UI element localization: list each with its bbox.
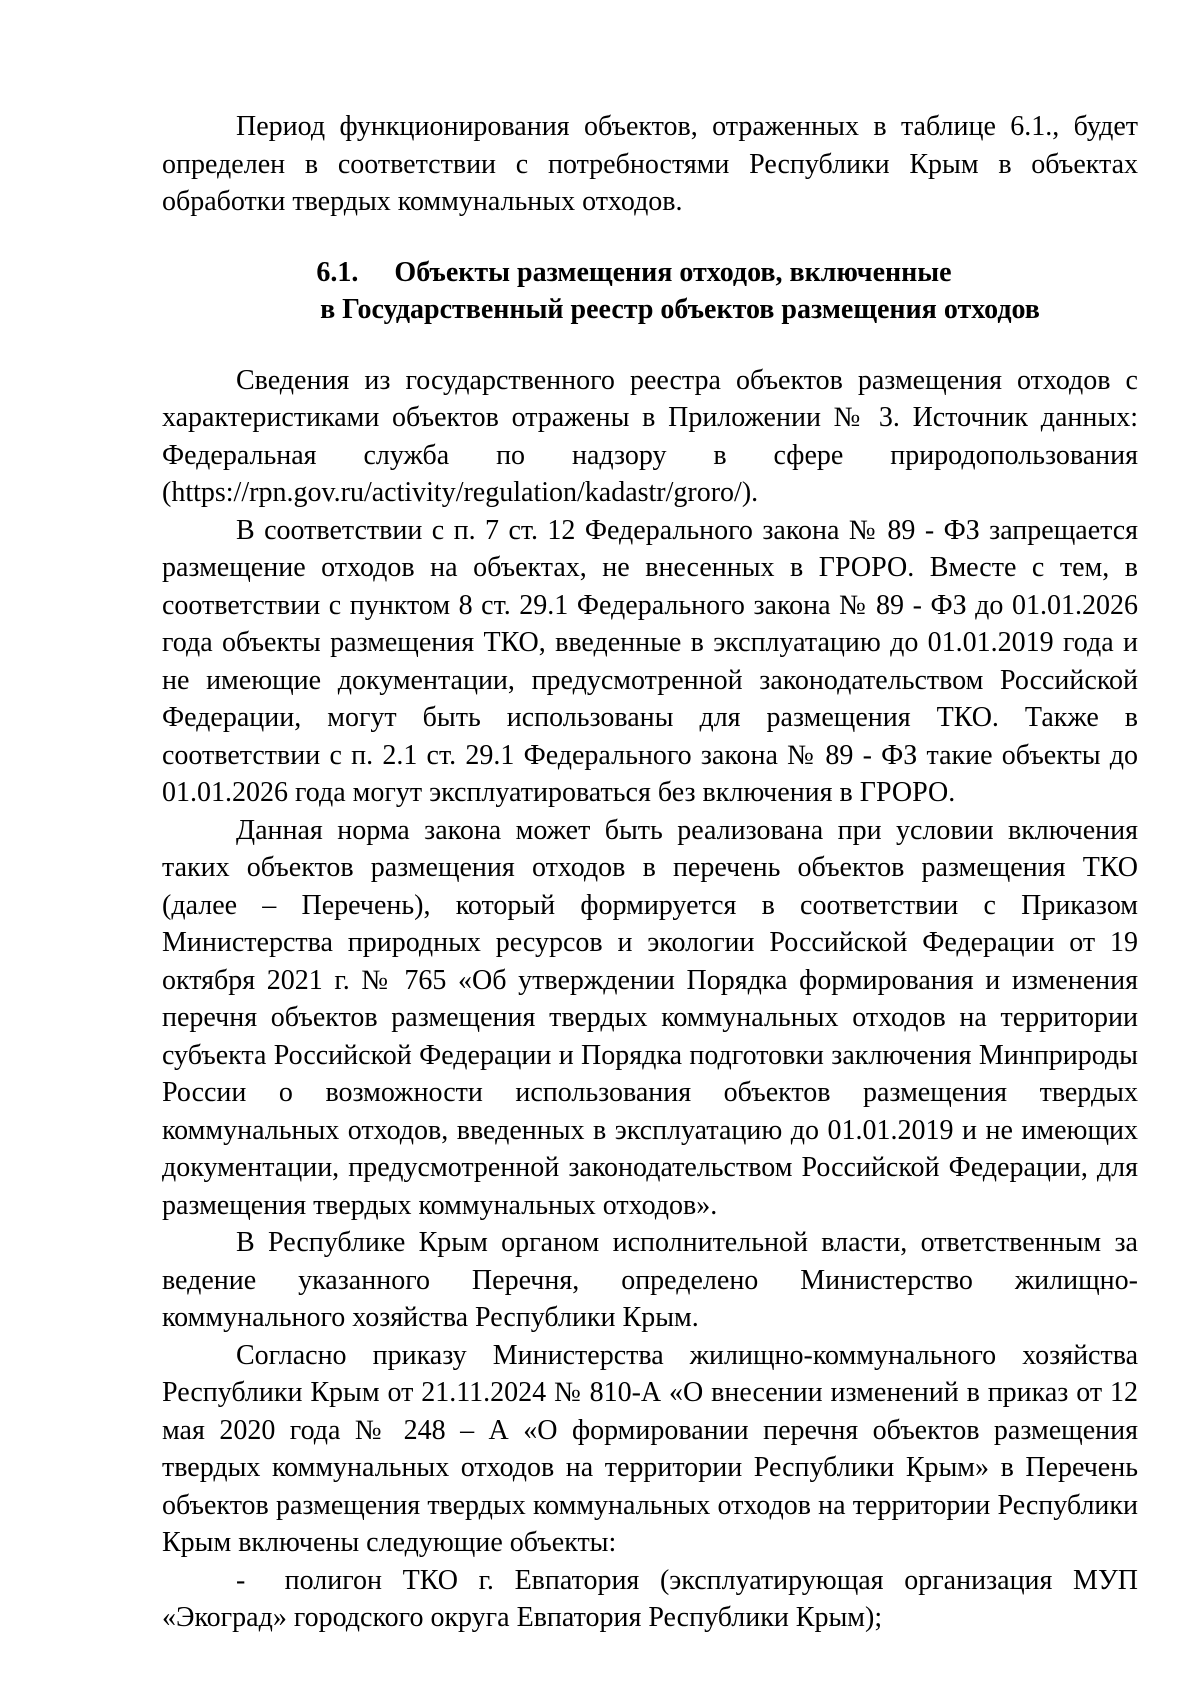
paragraph-ministry: В Республике Крым органом исполнительной власти, ответственным за ведение указанного Перечня, определено Министерство жилищно-коммунального хозяйства Республики Крым. <box>162 1227 1138 1333</box>
paragraph-order: Согласно приказу Министерства жилищно-коммунального хозяйства Республики Крым от 21.11.2024 № 810-А «О внесении изменений в приказ от 12 мая 2020 года № 248 – А «О формировании перечня объектов размещения твердых коммунальных отходов на территории Республики Крым» в Перечень объектов размещения твердых коммунальных отходов на территории Республики Крым включены следующие объекты: <box>162 1339 1138 1558</box>
list-item <box>162 1562 1138 1637</box>
paragraph-law-89: В соответствии с п. 7 ст. 12 Федерального закона № 89 - ФЗ запрещается размещение отходов на объектах, не внесенных в ГРОРО. Вместе с тем, в соответствии с пунктом 8 ст. 29.1 Федерального закона № 89 - ФЗ до 01.01.2026 года объекты размещения ТКО, введенные в эксплуатацию до 01.01.2019 года и не имеющие документации, предусмотренной законодательством Российской Федерации, могут быть использованы для размещения ТКО. Также в соответствии с п. 2.1 ст. 29.1 Федерального закона № 89 - ФЗ такие объекты до 01.01.2026 года могут эксплуатироваться без включения в ГРОРО. <box>162 514 1138 808</box>
list-marker: - <box>236 1564 246 1596</box>
intro-paragraph: Период функционирования объектов, отраженных в таблице 6.1., будет определен в соответствии с потребностями Республики Крым в объектах обработки твердых коммунальных отходов. <box>162 111 1138 217</box>
section-title-line2: в Государственный реестр объектов размещения отходов <box>320 294 1040 325</box>
paragraph-norm: Данная норма закона может быть реализована при условии включения таких объектов размещения отходов в перечень объектов размещения ТКО (далее – Перечень), который формируется в соответствии с Приказом Министерства природных ресурсов и экологии Российской Федерации от 19 октября 2021 г. № 765 «Об утверждении Порядка формирования и изменения перечня объектов размещения твердых коммунальных отходов на территории субъекта Российской Федерации и Порядка подготовки заключения Минприроды России о возможности использования объектов размещения твердых коммунальных отходов, введенных в эксплуатацию до 01.01.2019 и не имеющих документации, предусмотренной законодательством Российской Федерации, для размещения твердых коммунальных отходов». <box>162 814 1138 1221</box>
section-heading <box>162 254 1138 329</box>
section-title-line1: Объекты размещения отходов, включенные <box>394 256 952 288</box>
paragraph-source: Сведения из государственного реестра объектов размещения отходов с характеристиками объектов отражены в Приложении № 3. Источник данных: Федеральная служба по надзору в сфере природопользования (https://rpn.gov.ru/activity/regulation/kadastr/groro/). <box>162 364 1138 508</box>
section-number: 6.1. <box>316 256 359 288</box>
section-heading-line1 <box>162 254 1138 292</box>
list-item-text: полигон ТКО г. Евпатория (эксплуатирующая организация МУП «Экоград» городского округа Евпатория Республики Крым); <box>162 1564 1139 1633</box>
document-page <box>162 108 1138 1637</box>
